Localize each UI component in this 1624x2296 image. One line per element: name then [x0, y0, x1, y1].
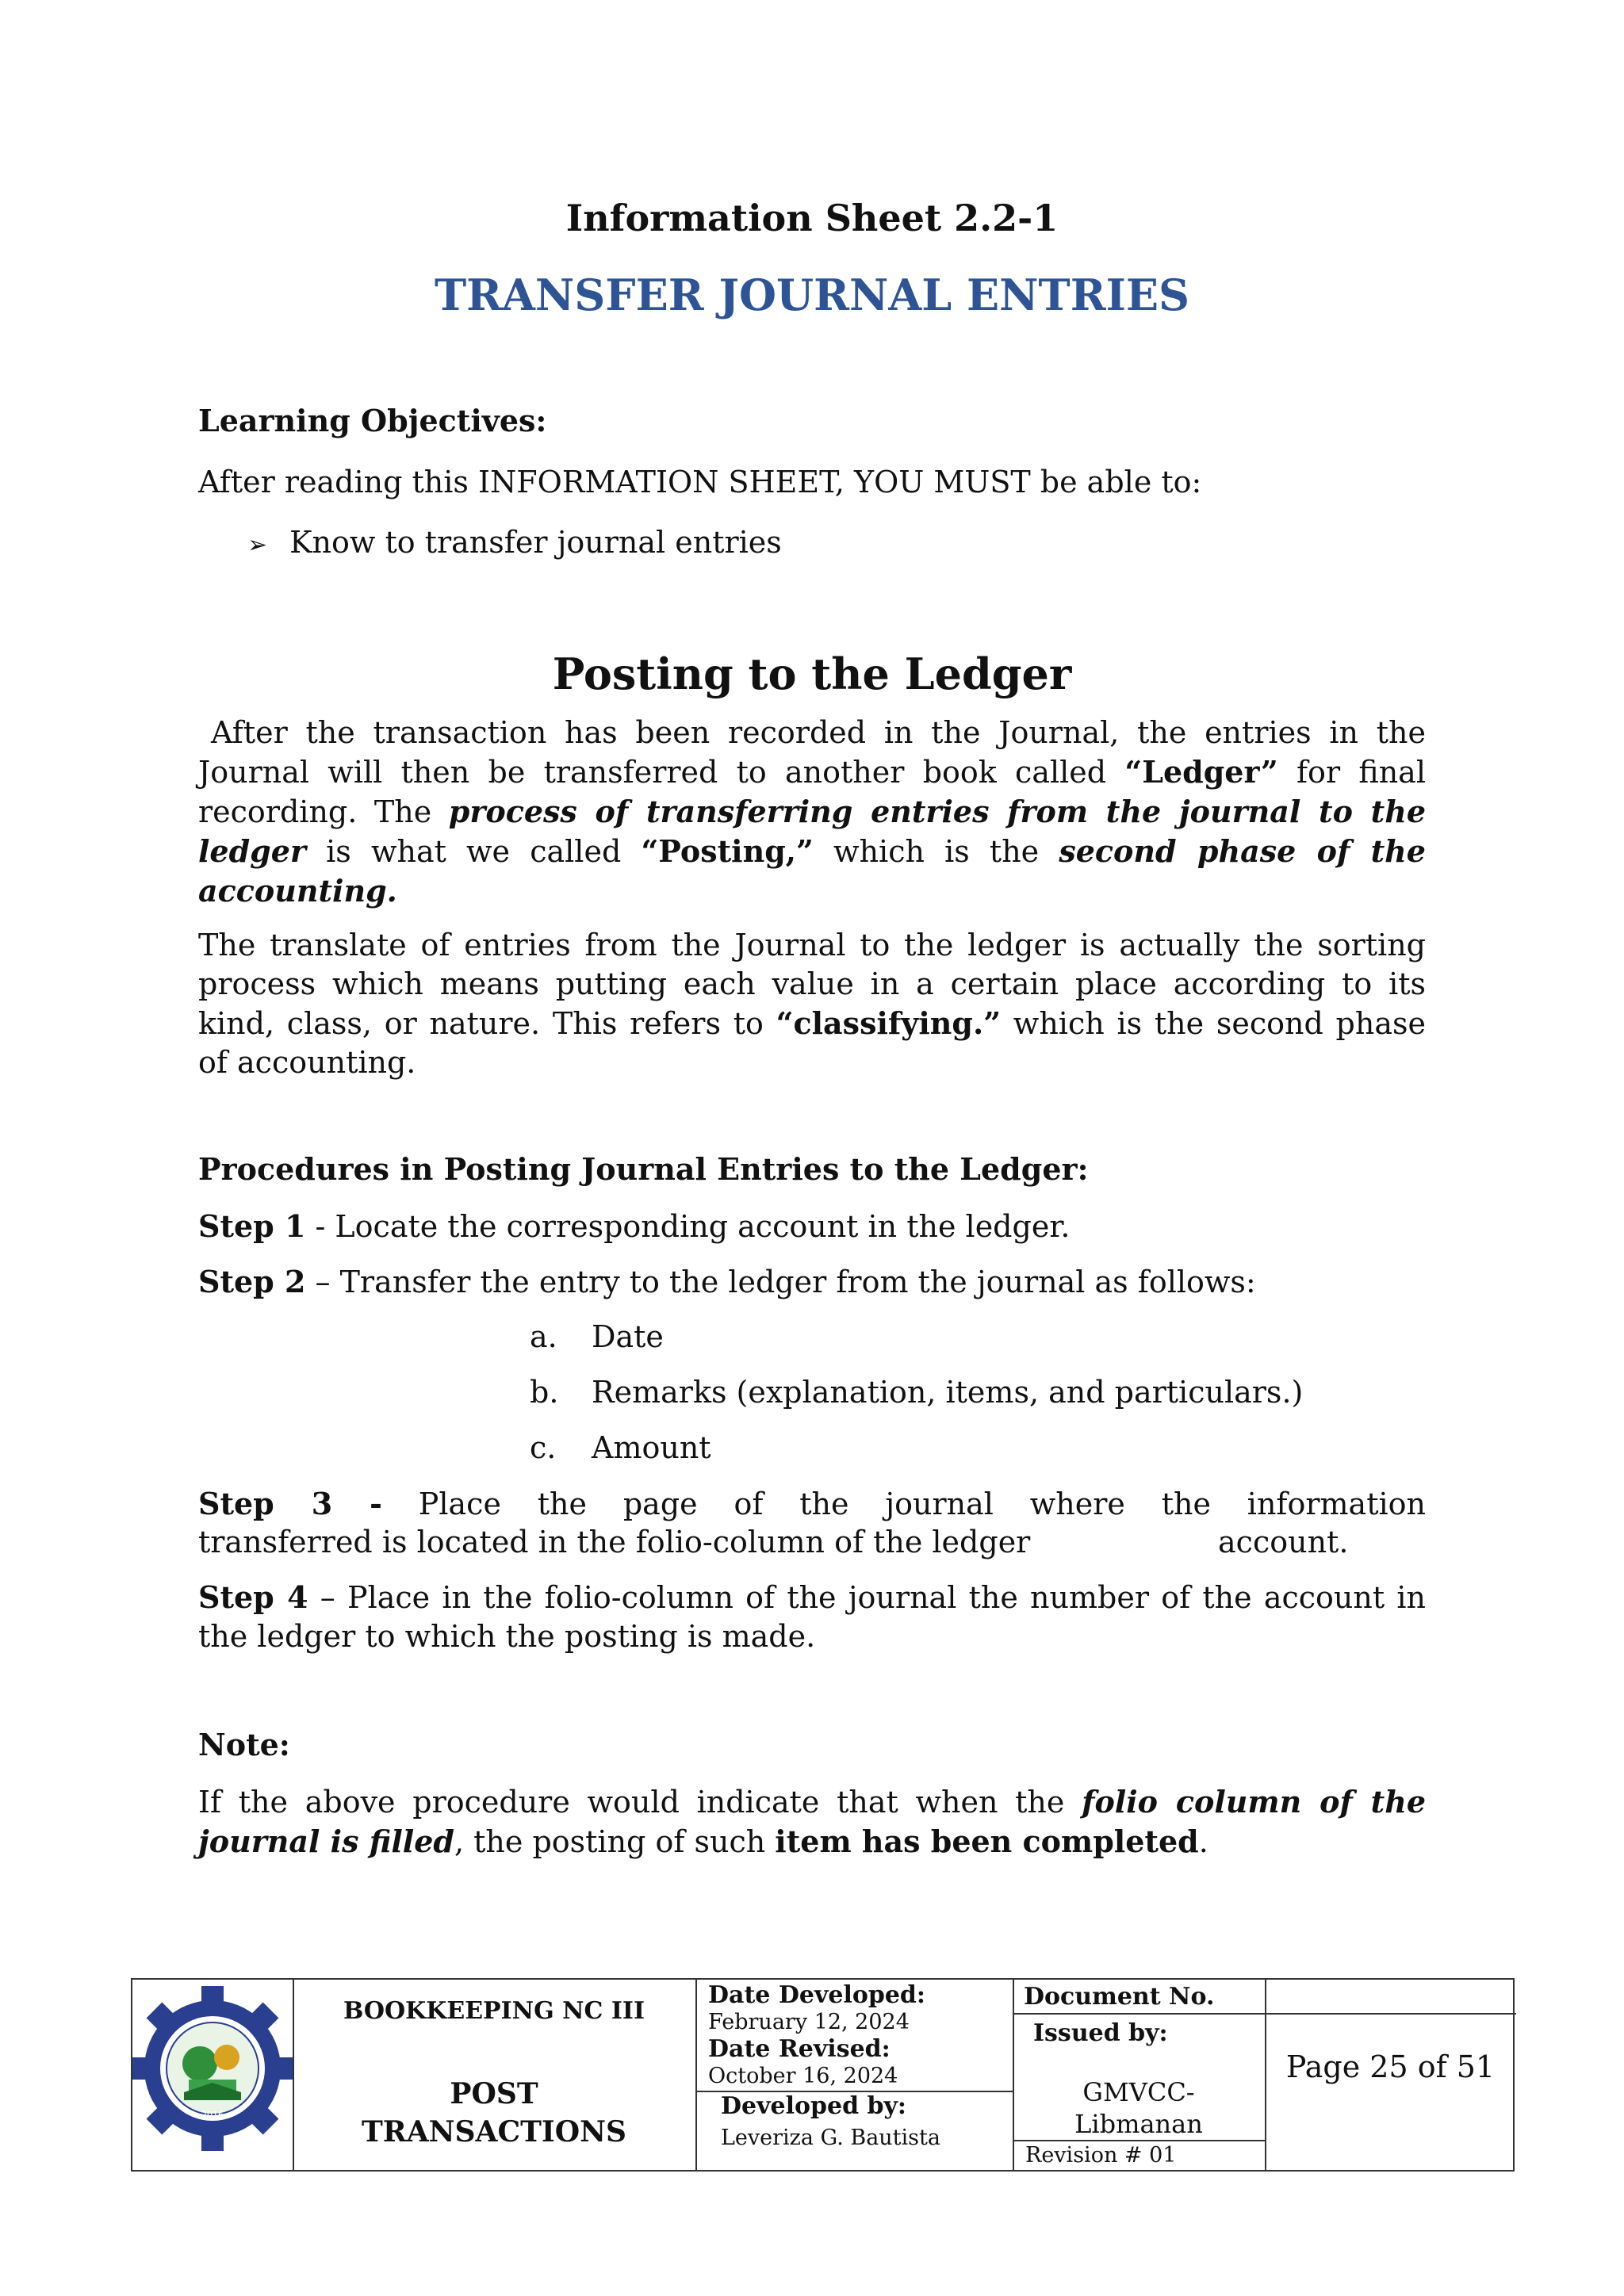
issued-by-line-1: GMVCC- — [1082, 2077, 1195, 2107]
main-title: TRANSFER JOURNAL ENTRIES — [434, 270, 1190, 320]
developed-by-label: Developed by: — [721, 2092, 906, 2120]
step-3-line-2a: transferred is located in the folio-column of the ledger — [198, 1525, 1031, 1559]
procedures-heading: Procedures in Posting Journal Entries to the Ledger: — [198, 1151, 1089, 1187]
ledger-term: “Ledger” — [1124, 754, 1278, 790]
step-2: Step 2 – Transfer the entry to the ledger from the journal as follows: — [198, 1264, 1256, 1299]
college-seal-icon — [132, 1980, 293, 2170]
sheet-title: Information Sheet 2.2-1 — [565, 197, 1059, 239]
posting-paragraph-1: After the transaction has been recorded in the Journal, the entries in the Journal will then be transferred to another book called “Ledger” for final recording. The process of transferring entries from the journal to the ledger is what we called “Posting,” which is the second phase of the accounting. — [198, 715, 1426, 909]
step-3-line-2b: account. — [1218, 1525, 1349, 1559]
logo-year: 2016 — [201, 2110, 224, 2120]
note-heading: Note: — [198, 1727, 290, 1762]
date-revised-label: Date Revised: — [708, 2035, 891, 2063]
date-revised-value: October 16, 2024 — [708, 2064, 898, 2088]
date-developed-value: February 12, 2024 — [708, 2010, 910, 2034]
step-1: Step 1 - Locate the corresponding account in the ledger. — [198, 1208, 1071, 1244]
arrow-bullet-icon: ➢ — [247, 531, 268, 559]
classifying-term: “classifying.” — [776, 1005, 1002, 1041]
section-title: Posting to the Ledger — [552, 649, 1072, 699]
note-text: If the above procedure would indicate that when the folio column of the journal is filled, the posting of such item has been completed. — [198, 1784, 1427, 1859]
date-developed-label: Date Developed: — [708, 1981, 925, 2009]
document-footer-table — [131, 1978, 1515, 2172]
objective-text: Know to transfer journal entries — [289, 525, 782, 560]
list-item: b. Remarks (explanation, items, and particulars.) — [530, 1375, 1304, 1410]
posting-term: “Posting,” — [641, 833, 814, 869]
process-definition: process of transferring entries from the journal to the ledger — [198, 794, 1426, 869]
document-no-label: Document No. — [1024, 1983, 1215, 2011]
step-4: Step 4 – Place in the folio-column of the journal the number of the account in the ledger to which the posting is made. — [198, 1579, 1426, 1654]
phase-text: second phase of the accounting. — [198, 833, 1426, 909]
developed-by-value: Leveriza G. Bautista — [721, 2126, 940, 2150]
list-item: c. Amount — [530, 1430, 711, 1465]
college-logo — [132, 1980, 293, 2170]
page-number: Page 25 of 51 — [1285, 2049, 1496, 2084]
course-name: BOOKKEEPING NC III — [343, 1997, 645, 2025]
objectives-heading: Learning Objectives: — [198, 403, 547, 438]
module-name: POST TRANSACTIONS — [361, 2077, 627, 2149]
objectives-intro: After reading this INFORMATION SHEET, YOU MUST be able to: — [198, 465, 1202, 499]
objective-bullet-item — [247, 523, 782, 564]
issued-by-label: Issued by: — [1033, 2019, 1168, 2047]
posting-paragraph-2: The translate of entries from the Journal to the ledger is actually the sorting process which means putting each value in a certain place according to its kind, class, or nature. This refers to “classifying.” which is the second phase of accounting. — [198, 928, 1426, 1080]
revision-number: Revision # 01 — [1025, 2143, 1177, 2168]
step-3-line-1: Step 3 - Place the page of the journal where the information — [198, 1486, 1426, 1521]
issued-by-line-2: Libmanan — [1074, 2109, 1203, 2139]
list-item: a. Date — [530, 1319, 664, 1354]
